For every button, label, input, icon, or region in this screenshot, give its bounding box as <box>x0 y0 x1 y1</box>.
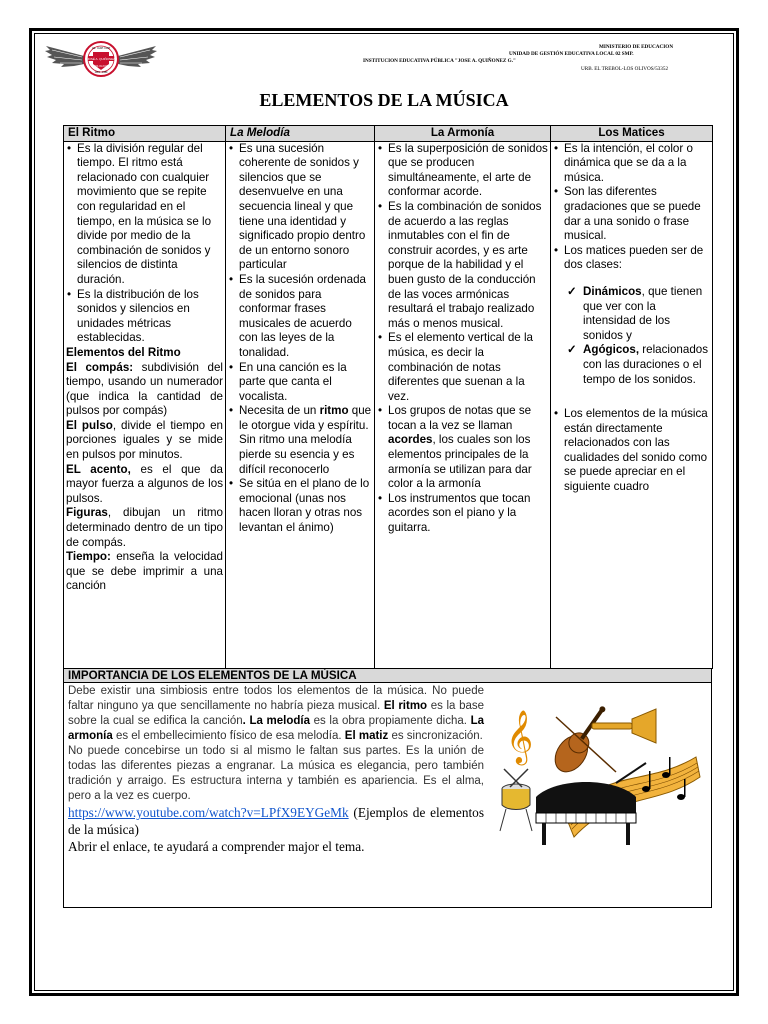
ritmo-subtitle: Elementos del Ritmo <box>66 345 181 359</box>
ritmo-bullet: • Es la división regular del tiempo. El ritmo está relacionado con cualquier movimiento que se repite con regularidad en el tiempo, en la música se lo divide por medio de la combinación de sonidos y silencios de distinta duración. <box>66 142 223 288</box>
treble-clef-icon: 𝄞 <box>506 709 534 763</box>
cell-armonia <box>375 141 551 668</box>
ritmo-def: Figuras, dibujan un ritmo determinado dentro de un tipo de compás. <box>66 506 223 549</box>
check-icon: ✓ <box>567 343 577 357</box>
logo-text-2: JOSÉ A. QUIÑONEZ <box>86 57 116 61</box>
matices-check-item: ✓ Agógicos, relacionados con las duraciones o el tempo de los sonidos. <box>567 343 709 386</box>
cell-matices <box>551 141 713 668</box>
header-address: URB. EL TREBOL-LOS OLIVOS/53352 <box>581 66 669 72</box>
matices-bullet: • Son las diferentes gradaciones que se puede dar a una sonido o frase musical. <box>553 185 710 243</box>
table-header-row <box>64 126 713 142</box>
table-body-row <box>64 141 713 668</box>
importance-text <box>68 684 484 855</box>
logo-text-4: 1981 - 1989 <box>94 71 108 74</box>
cell-melodia <box>226 141 375 668</box>
importance-heading: IMPORTANCIA DE LOS ELEMENTOS DE LA MÚSICA <box>63 668 712 683</box>
armonia-bullet: • Es el elemento vertical de la música, es decir la combinación de notas diferentes que suenan a la vez. <box>377 331 548 404</box>
school-logo <box>44 40 158 78</box>
melodia-bullet: • Es la sucesión ordenada de sonidos para conformar frases musicales de acuerdo con las leyes de la tonalidad. <box>228 273 372 361</box>
importance-paragraph-1: Debe existir una simbiosis entre todos los elementos de la música. No puede faltar ninguno ya que sencillamente no habría pieza musical. El ritmo es la base sobre la cual se edifica la canción. La melodía es la obra propiamente dicha. La armonía es el embellecimiento físico de esa melodía. El matiz es sincronización. <box>68 685 485 742</box>
importance-closing: Abrir el enlace, te ayudará a comprender major el tema. <box>68 839 365 854</box>
melodia-bullet: • Se sitúa en el plano de lo emocional (unas nos hacen lloran y otras nos levantan el ánimo) <box>228 477 372 535</box>
melodia-bullet: • Necesita de un ritmo que le otorgue vida y espíritu. Sin ritmo una melodía pierde su esencia y es difícil reconocerlo <box>228 404 372 477</box>
header-school: INSTITUCION EDUCATIVA PÚBLICA "JOSE A. QUIÑONEZ G." <box>363 58 516 64</box>
header-ugel: UNIDAD DE GESTIÓN EDUCATIVA LOCAL 02 SMP. <box>509 51 634 57</box>
header-armonia: La Armonía <box>375 126 551 142</box>
matices-check-item: ✓ Dinámicos, que tienen que ver con la intensidad de los sonidos y <box>567 284 703 342</box>
music-instruments-illustration <box>496 697 702 855</box>
check-icon: ✓ <box>567 284 577 298</box>
ritmo-def: EL acento, es el que da mayor fuerza a algunos de los pulsos. <box>66 462 223 505</box>
youtube-link[interactable]: https://www.youtube.com/watch?v=LPfX9EYGeMk <box>68 805 349 820</box>
header-ministry: MINISTERIO DE EDUCACION <box>599 44 674 50</box>
header-matices: Los Matices <box>551 126 713 142</box>
melodia-bullet: • En una canción es la parte que canta el vocalista. <box>228 361 372 405</box>
ritmo-bullet: • Es la distribución de los sonidos y silencios en unidades métricas establecidas. <box>66 288 223 346</box>
importance-link-line: https://www.youtube.com/watch?v=LPfX9EYGeMk (Ejemplos de elementos de la música) <box>68 805 484 837</box>
matices-bullet: • Es la intención, el color o dinámica que se da a la música. <box>553 142 710 186</box>
ritmo-def: Tiempo: enseña la velocidad que se debe imprimir a una canción <box>66 550 223 593</box>
matices-bullet: • Los elementos de la música están directamente relacionados con las cualidades del sonido como se puede apreciar en el siguiente cuadro <box>553 407 710 495</box>
ritmo-def: El pulso, divide el tiempo en porciones iguales y se mide en pulsos por minutos. <box>66 418 223 462</box>
matices-bullet: • Los matices pueden ser de dos clases: <box>553 244 710 273</box>
logo-text-1: I.E. CAP. FAP <box>91 46 111 50</box>
cell-ritmo <box>64 141 226 668</box>
header-ritmo: El Ritmo <box>64 126 226 142</box>
elements-table <box>63 125 713 669</box>
page-title: ELEMENTOS DE LA MÚSICA <box>259 90 509 110</box>
header-melodia: La Melodía <box>226 126 375 142</box>
melodia-bullet: • Es una sucesión coherente de sonidos y silencios que se desenvuelve en una secuencia lineal y que tiene una identidad y significado propio dentro de un entorno sonoro particular <box>228 142 372 273</box>
logo-text-3: LOS OLIVOS <box>93 65 109 68</box>
ritmo-def: El compás: subdivisión del tiempo, usando un numerador (que indica la cantidad de pulsos por compás) <box>66 360 223 418</box>
armonia-bullet: • Es la combinación de sonidos de acuerdo a las reglas inmutables con el fin de construir acordes, y es arte porque de la habilidad y el buen gusto de la conducción de las voces armónicas resultará el trabajo realizado más o menos musical. <box>377 200 548 331</box>
importance-paragraph-2: No puede concebirse un todo si al mismo le faltan sus partes. Es la unión de todas las diferentes piezas a engranar. La música es elegancia, pero también tradición y arraigo. Es estructura interna y también es apariencia. Es el alma, pero a la vez es cuerpo. <box>68 745 484 802</box>
armonia-bullet: • Es la superposición de sonidos que se producen simultáneamente, el arte de conformar acorde. <box>377 142 548 200</box>
armonia-bullet: • Los instrumentos que tocan acordes son el piano y la guitarra. <box>377 492 548 536</box>
armonia-bullet: • Los grupos de notas que se tocan a la vez se llaman acordes, los cuales son los elementos principales de la armonía se utilizan para dar color a la armonía <box>377 404 548 492</box>
